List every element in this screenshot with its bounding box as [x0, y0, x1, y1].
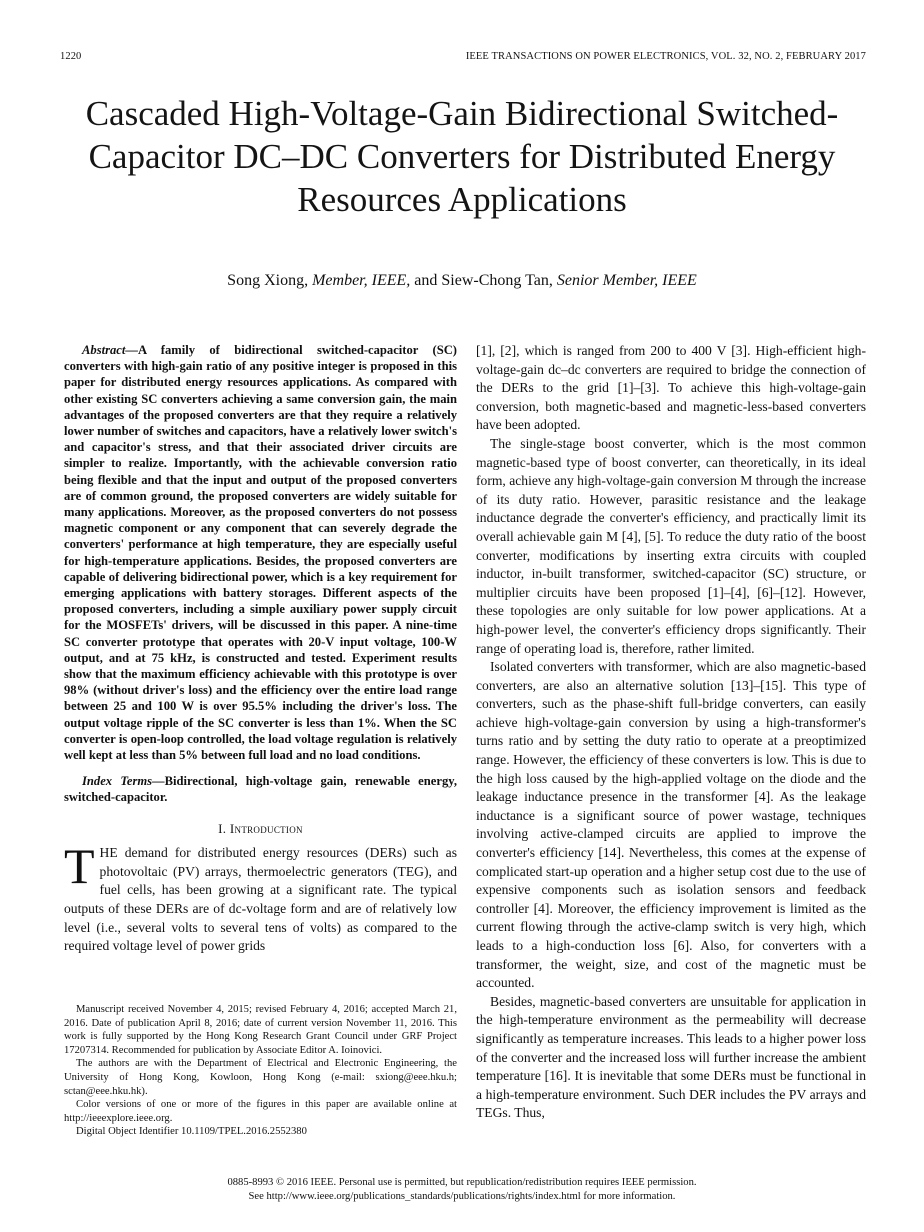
index-terms-label: Index Terms— — [82, 774, 165, 789]
rights-line: See http://www.ieee.org/publications_standards/publications/rights/index.html for more information. — [248, 1191, 676, 1202]
author-connector: and — [414, 272, 438, 289]
journal-header: IEEE TRANSACTIONS ON POWER ELECTRONICS, VOL. 32, NO. 2, FEBRUARY 2017 — [465, 51, 866, 62]
right-column — [476, 342, 866, 1123]
footnote-doi: Digital Object Identifier 10.1109/TPEL.2016.2552380 — [76, 1126, 307, 1138]
footnote-affiliation: The authors are with the Department of Electrical and Electronic Engineering, the University of Hong Kong, Kowloon, Hong Kong (e-mail: sxiong@eee.hku.h; sctan@eee.hku.hk). — [64, 1058, 457, 1097]
author-1-name: Song Xiong, — [227, 272, 309, 289]
intro-paragraph — [64, 838, 457, 956]
left-column — [64, 342, 457, 956]
body-paragraph-4: Besides, magnetic-based converters are unsuitable for application in the high-temperature environment as the permeability will decrease significantly as temperature increases. This leads to a higher power loss of the converter and the increased loss will further increase the ambient temperature [16]. It is inevitable that some DERs must be functional in a high-temperature environment. Such DER includes the PV arrays and TEGs. Thus, — [476, 993, 866, 1121]
footnote-color: Color versions of one or more of the figures in this paper are available online at http://ieeexplore.ieee.org. — [64, 1099, 457, 1124]
body-paragraph-2: The single-stage boost converter, which is the most common magnetic-based type of boost converter, can theoretically, in its ideal form, achieve any high-voltage-gain conversion M through the increase of its duty ratio. However, parasitic resistance and the leakage inductance degrade the converter's efficiency, and practically limit its overall achievable gain M [4], [5]. To reduce the duty ratio of the boost converter, modifications by inserting extra circuits with coupled inductor, in-built transformer, switched-capacitor (SC) structure, or multiplier circuits have been proposed [1]–[4], [6]–[12]. However, these topologies are only suitable for low power applications. At a high-power level, the converter's efficiency drops significantly. Their range of operating load is, therefore, rather limited. — [476, 435, 866, 656]
authors-line — [80, 272, 844, 290]
footnote-manuscript: Manuscript received November 4, 2015; revised February 4, 2016; accepted March 21, 2016. Date of publication April 8, 2016; date of current version November 11, 2016. This work is fully supported by the Hong Kong Research Grant Council under GRF Project 17207314. Recommended for publication by Associate Editor A. Ioinovici. — [64, 1004, 457, 1056]
footnotes — [64, 1003, 457, 1139]
index-terms-text: Bidirectional, high-voltage gain, renewable energy, switched-capacitor. — [64, 774, 457, 805]
paper-title: Cascaded High-Voltage-Gain Bidirectional Switched-Capacitor DC–DC Converters for Distributed Energy Resources Applications — [85, 94, 839, 219]
index-terms — [64, 773, 457, 805]
intro-text: demand for distributed energy resources (DERs) such as photovoltaic (PV) arrays, thermoelectric generators (TEG), and fuel cells, has been growing at a significant rate. The typical outputs of these DERs are of dc-voltage form and are of relatively low level (i.e., several volts to several tens of volts) as compared to the required voltage level of power grids — [64, 845, 457, 954]
body-paragraph-1: [1], [2], which is ranged from 200 to 400 V [3]. High-efficient high-voltage-gain dc–dc converters are required to bridge the connection of the DERs to the grid [1]–[3]. To achieve this high-voltage-gain conversion, both magnetic-based and magnetic-less-based converters have been adopted. — [476, 343, 866, 433]
author-2-name: Siew-Chong Tan, — [441, 272, 553, 289]
drop-cap-rest: HE — [99, 845, 118, 861]
section-heading-introduction — [64, 820, 457, 839]
author-2-role: Senior Member, IEEE — [556, 272, 697, 289]
section-title: Introduction — [229, 820, 303, 836]
drop-cap: T — [64, 838, 95, 895]
abstract-label: Abstract— — [82, 343, 138, 357]
author-1-role: Member, IEEE, — [312, 272, 411, 289]
body-paragraph-3: Isolated converters with transformer, which are also magnetic-based converters, are also an alternative solution [13]–[15]. This type of converters, such as the phase-shift full-bridge converters, can easily achieve high-voltage-gain conversion by using a high-transformer's turns ratio and by setting the duty ratio to operate at a preoptimized range. However, the efficiency of these converters is low. This is due to the high loss caused by the high-applied voltage on the diode and the leakage inductance presence in the transformer [4]. As the leakage inductance is a significant source of power wastage, techniques involving active-clamped circuits are applied to improve the converter's efficiency [14]. Nevertheless, this comes at the expense of complicated start-up operation and a higher setup cost due to the use of expensive components such as isolation sensors and feedback controller [4]. Moreover, the efficiency improvement is limited as the current flowing through the active-clamp switch is very high, which leads to a high-conduction loss [6]. Also, for converters with a transformer, the weight, size, and cost of the magnetic must be accounted. — [476, 659, 866, 991]
section-number: I. — [218, 820, 227, 836]
copyright-line: 0885-8993 © 2016 IEEE. Personal use is permitted, but republication/redistribution requires IEEE permission. — [227, 1177, 697, 1188]
abstract — [64, 342, 457, 763]
abstract-text: A family of bidirectional switched-capacitor (SC) converters with high-gain ratio of any positive integer is proposed in this paper for distributed energy resources applications. As compared with other existing SC converters achieving a same conversion gain, the main advantages of the proposed converters are that they require a relatively lower number of switches and capacitors, have a relatively lower switch's and capacitor's stress, and that their associated driver circuits are simpler to realize. Importantly, with the achievable conversion ratio being flexible and that the input and output of the proposed converters are of common ground, the proposed converters are widely suitable for many applications. Moreover, as the proposed converters do not possess magnetic component or any component that can severely degrade the converters' performance at high temperature, they are especially useful for high-temperature applications. Besides, the proposed converters are capable of delivering bidirectional power, which is a key requirement for emerging applications with battery storages. Different aspects of the proposed converters, including a simple auxiliary power supply circuit for the MOSFETs' drivers, will be discussed in this paper. A nine-time SC converter prototype that operates with 20-V input voltage, 100-W output, and at 75 kHz, is constructed and tested. Experiment results show that the maximum efficiency achievable with this prototype is over 98% (without driver's loss) and the efficiency over the entire load range between 25 and 100 W is over 95.5% including the driver's loss. The output voltage ripple of the SC converter is less than 1%. When the SC converter is open-loop controlled, the load voltage regulation is relatively well kept at less than 5% between full load and no load conditions. — [64, 343, 457, 763]
page-number: 1220 — [60, 51, 82, 62]
